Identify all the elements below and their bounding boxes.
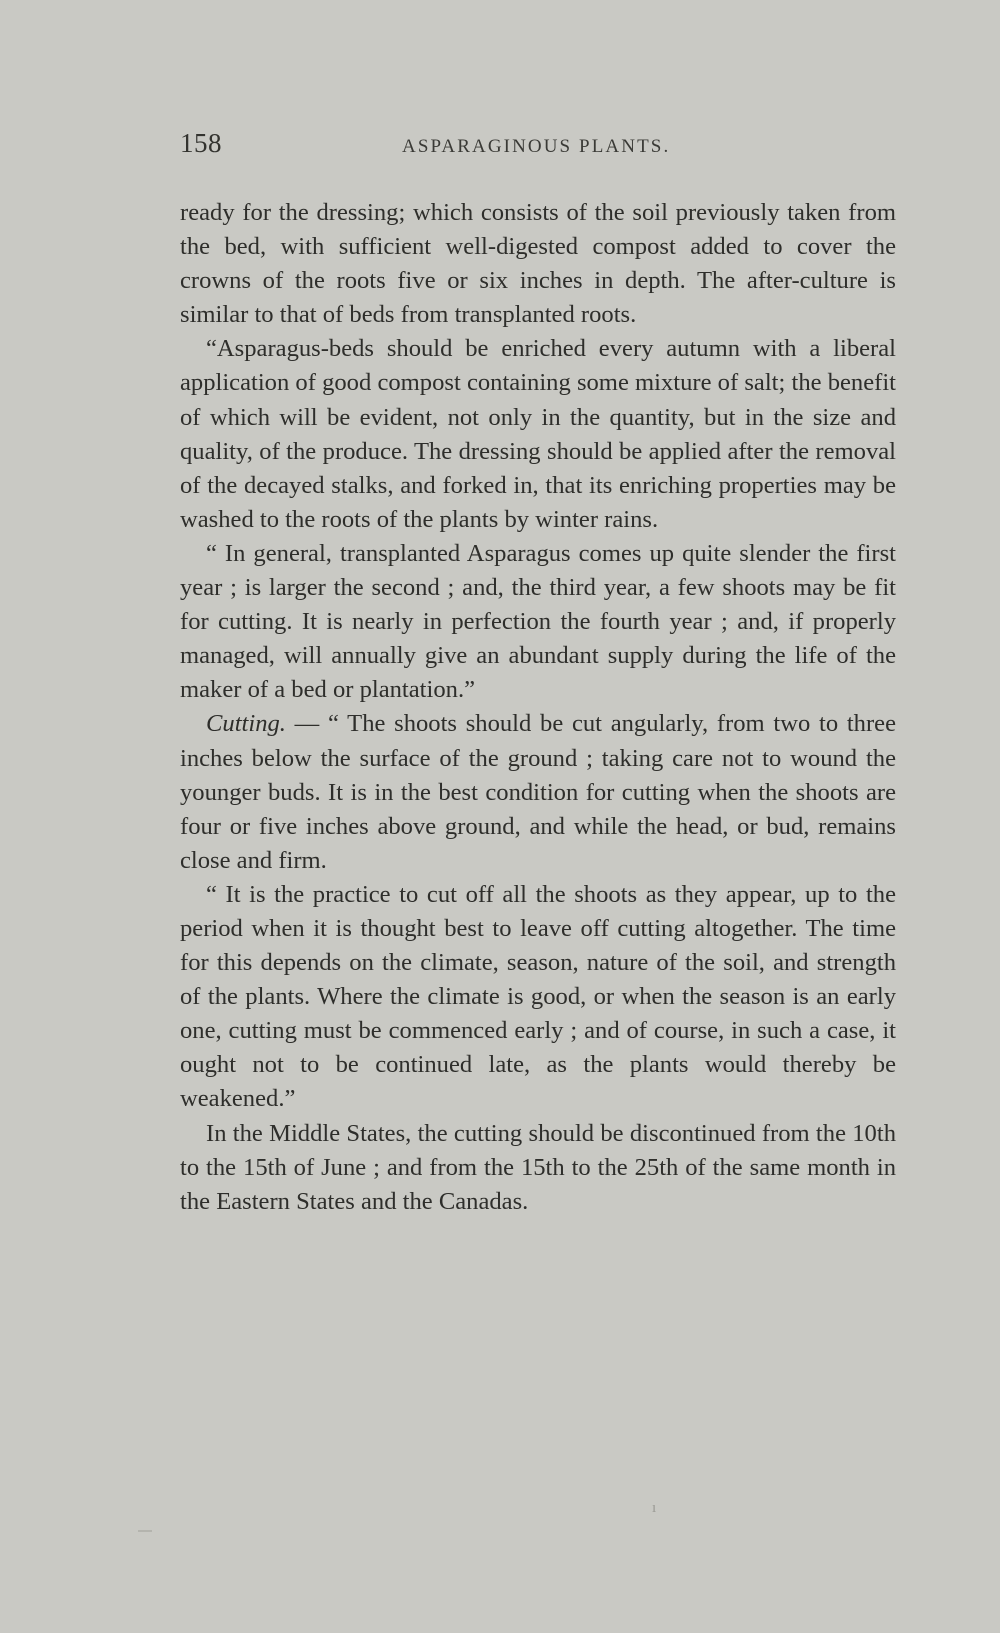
paragraph: ready for the dressing; which consists of the soil previously taken from the bed, with sufficient well-digested compost added to cover the crowns of the roots five or six inches in depth. The after-culture is similar to that of beds from transplanted roots.	[180, 199, 896, 329]
paragraph: In the Middle States, the cutting should be discontinued from the 10th to the 15th of June ; and from the 15th to the 25th of the same month in the Eastern States and the Canadas.	[180, 1119, 896, 1215]
page-number: 158	[180, 128, 222, 158]
paragraph-cutting	[180, 707, 896, 877]
page-header	[180, 128, 840, 164]
paragraph: “ In general, transplanted Asparagus comes up quite slender the first year ; is larger the second ; and, the third year, a few shoots may be fit for cutting. It is nearly in perfection the fourth year ; and, if properly managed, will annually give an abundant supply during the life of the maker of a bed or plantation.”	[180, 539, 896, 704]
paragraph-text: — “ The shoots should be cut angularly, from two to three inches below the surface of the ground ; taking care not to wound the younger buds. It is in the best condition for cutting when the shoots are four or five inches above ground, and while the head, or bud, remains close and firm.	[180, 710, 896, 874]
paragraph: “Asparagus-beds should be enriched every autumn with a liberal application of good compost containing some mixture of salt; the benefit of which will be evident, not only in the quantity, but in the size and quality, of the produce. The dressing should be applied after the removal of the decayed stalks, and forked in, that its enriching properties may be washed to the roots of the plants by winter rains.	[180, 335, 896, 533]
paragraph: “ It is the practice to cut off all the shoots as they appear, up to the period when it is thought best to leave off cutting altogether. The time for this depends on the climate, season, nature of the soil, and strength of the plants. Where the climate is good, or when the season is an early one, cutting must be commenced early ; and of course, in such a case, it ought not to be continued late, as the plants would thereby be weakened.”	[180, 880, 896, 1113]
footer-mark: ı	[652, 1500, 657, 1516]
body-text	[180, 196, 896, 1219]
running-head: ASPARAGINOUS PLANTS.	[402, 136, 671, 157]
run-in-heading: Cutting.	[206, 710, 286, 738]
edge-mark	[138, 1530, 152, 1532]
